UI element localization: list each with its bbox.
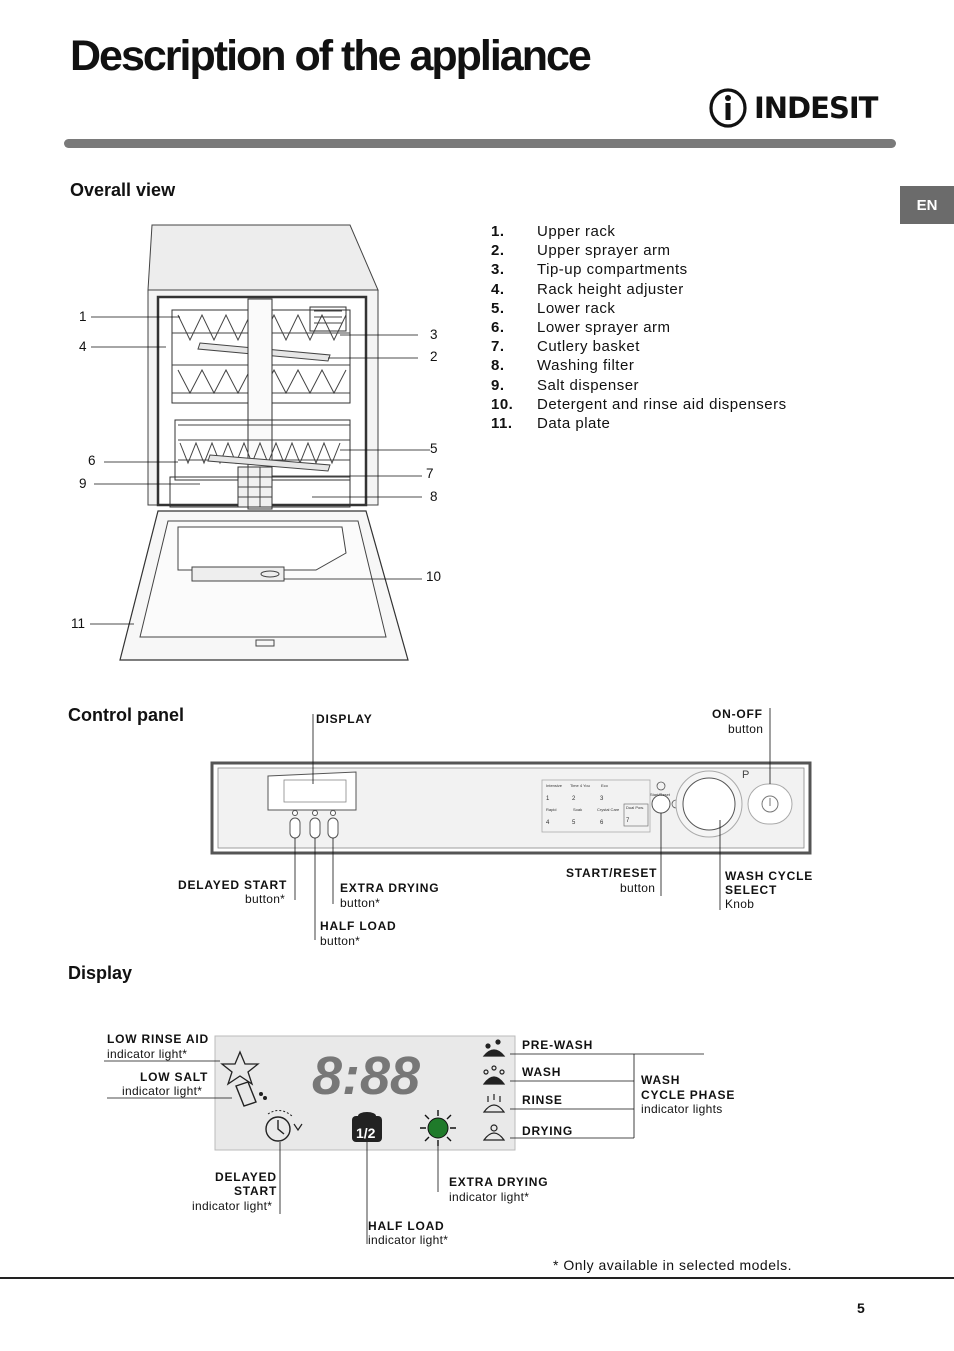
brand-logo (708, 88, 877, 128)
callout-8: 8 (430, 489, 438, 504)
extra-drying-light-label: EXTRA DRYING (449, 1175, 549, 1189)
overall-view-heading: Overall view (70, 180, 176, 200)
header-divider (64, 139, 896, 148)
wash-cycle-phase-sub: indicator lights (641, 1102, 723, 1116)
half-load-button-label: HALF LOAD (320, 919, 397, 933)
brand-name: INDESIT (754, 91, 878, 125)
start-reset-label: START/RESET (566, 866, 658, 880)
prog-number-4: 4 (546, 820, 550, 826)
extra-drying-button-sub: button* (340, 896, 381, 910)
list-item: 9. Salt dispenser (491, 376, 640, 394)
list-item: 2. Upper sprayer arm (491, 242, 671, 260)
low-rinse-aid-label: LOW RINSE AID (107, 1032, 209, 1046)
list-item: 7. Cutlery basket (491, 338, 640, 356)
callout-1: 1 (79, 309, 87, 324)
callout-11: 11 (71, 616, 86, 631)
delayed-start-light-label-2: START (234, 1184, 278, 1198)
list-item: 8. Washing filter (491, 357, 635, 375)
footnote: * Only available in selected models. (553, 1257, 793, 1273)
callout-5: 5 (430, 441, 438, 456)
dishwasher-illustration (60, 215, 460, 685)
delayed-start-light-label: DELAYED (215, 1170, 277, 1184)
prog-name-soak: Soak (573, 807, 583, 812)
list-item: 4. Rack height adjuster (491, 280, 684, 298)
p-mark: P (742, 769, 750, 781)
phase-rinse: RINSE (522, 1093, 563, 1107)
wash-cycle-phase-label: WASH (641, 1073, 681, 1087)
callout-6: 6 (88, 453, 96, 468)
callout-2: 2 (430, 349, 438, 364)
delayed-start-button-label: DELAYED START (178, 878, 288, 892)
footer-divider (0, 1277, 954, 1279)
control-panel-heading: Control panel (68, 705, 184, 725)
callout-10: 10 (426, 569, 442, 584)
half-load-button-sub: button* (320, 934, 361, 948)
half-load-glyph: 1/2 (356, 1125, 376, 1141)
half-load-icon (352, 1112, 382, 1142)
list-item: 3. Tip-up compartments (491, 261, 688, 279)
callout-7: 7 (426, 466, 434, 481)
prog-name-crystal-care: Crystal Care (597, 807, 620, 812)
wash-cycle-select-label-2: SELECT (725, 883, 778, 897)
prog-name-dual-pow: Dual Pow. (626, 805, 645, 810)
parts-list (491, 222, 787, 433)
low-rinse-aid-sub: indicator light* (107, 1047, 188, 1061)
list-item: 5. Lower rack (491, 299, 616, 317)
display-digits: 8:88 (312, 1046, 421, 1106)
list-item: 1. Upper rack (491, 223, 616, 241)
start-reset-sub: button (620, 881, 656, 895)
prog-name-time4you: Time 4 You (570, 783, 590, 788)
half-load-light-label: HALF LOAD (368, 1219, 445, 1233)
start-reset-mark: Start/Reset (650, 792, 671, 797)
delayed-start-button-sub: button* (245, 892, 286, 906)
delayed-start-light-sub: indicator light* (192, 1199, 273, 1213)
prog-number-3: 3 (600, 796, 604, 802)
page-title: Description of the appliance (70, 32, 590, 80)
wash-cycle-phase-label-2: CYCLE PHASE (641, 1088, 736, 1102)
prog-number-1: 1 (546, 796, 550, 802)
prog-number-6: 6 (600, 820, 604, 826)
wash-cycle-select-label: WASH CYCLE (725, 869, 814, 883)
low-salt-label: LOW SALT (140, 1070, 209, 1084)
prog-name-eco: Eco (601, 783, 608, 788)
wash-cycle-select-sub: Knob (725, 897, 755, 911)
language-tab: EN (900, 186, 954, 224)
phase-pre-wash: PRE-WASH (522, 1038, 594, 1052)
control-panel-illustration (170, 700, 850, 950)
extra-drying-button-label: EXTRA DRYING (340, 881, 440, 895)
half-load-light-sub: indicator light* (368, 1233, 449, 1247)
on-off-label: ON-OFF (712, 707, 763, 721)
phase-drying: DRYING (522, 1124, 574, 1138)
display-label: DISPLAY (316, 712, 373, 726)
prog-number-2: 2 (572, 796, 576, 802)
display-heading: Display (68, 963, 133, 983)
extra-drying-light-sub: indicator light* (449, 1190, 530, 1204)
phase-wash: WASH (522, 1065, 562, 1079)
page-number: 5 (857, 1300, 865, 1316)
prog-name-rapid: Rapid (546, 807, 557, 812)
on-off-sub: button (728, 722, 764, 736)
callout-9: 9 (79, 476, 87, 491)
callout-4: 4 (79, 339, 87, 354)
prog-name-intensive: Intensive (546, 783, 563, 788)
prog-number-5: 5 (572, 820, 576, 826)
callout-3: 3 (430, 327, 438, 342)
prog-number-7: 7 (626, 818, 630, 824)
list-item: 6. Lower sprayer arm (491, 319, 671, 337)
low-salt-sub: indicator light* (122, 1084, 203, 1098)
list-item: 11. Data plate (491, 414, 611, 432)
list-item: 10. Detergent and rinse aid dispensers (491, 395, 787, 413)
display-illustration (100, 1030, 720, 1250)
indesit-logo-icon (708, 88, 748, 128)
